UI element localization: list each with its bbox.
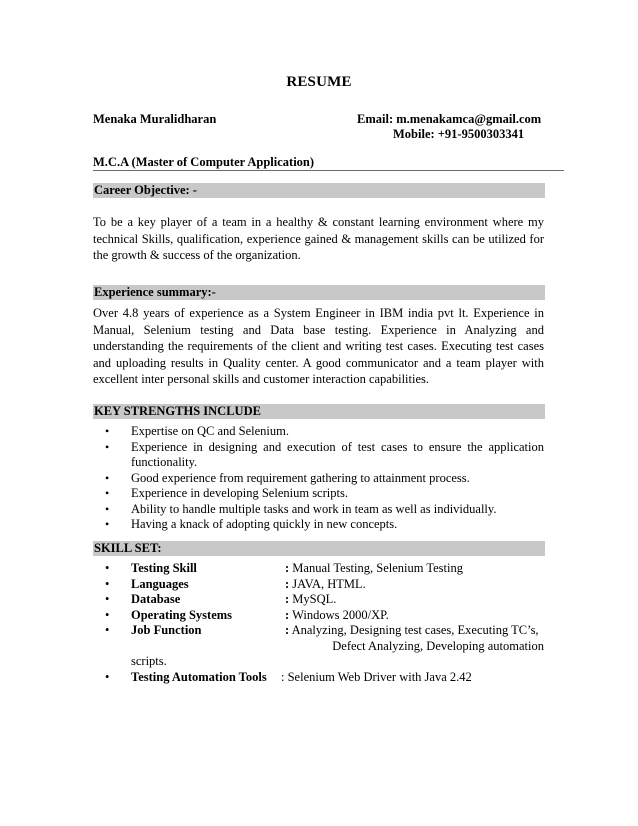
header-divider (93, 170, 564, 171)
skill-value (285, 577, 544, 593)
skill-colon: : (285, 576, 290, 591)
skill-value-text: MySQL. (292, 592, 337, 606)
skill-value (285, 623, 544, 639)
skill-value (281, 670, 540, 686)
bullet-icon: • (105, 669, 110, 684)
bullet-icon: • (105, 470, 110, 485)
list-item-text: Ability to handle multiple tasks and work in team as well as individually. (131, 501, 497, 516)
skill-value-text: Manual Testing, Selenium Testing (292, 561, 463, 575)
bullet-icon: • (105, 424, 110, 438)
skill-label: Operating Systems (131, 607, 233, 622)
skill-value-text: Windows 2000/XP. (292, 607, 389, 622)
skill-colon: : (281, 669, 285, 684)
list-item-text: Expertise on QC and Selenium. (131, 424, 289, 438)
job-function-cont-line: Defect Analyzing, Developing automation (332, 638, 544, 653)
career-objective-text: To be a key player of a team in a healthy & constant learning environment where my technical Skills, qualification, experience gained & management skills can be utilized for the growth & success of the organization. (93, 215, 544, 262)
skill-colon: : (285, 607, 290, 622)
job-function-continuation (93, 639, 544, 670)
list-item (93, 424, 544, 440)
key-strengths-list (93, 424, 544, 533)
skill-value (285, 592, 544, 608)
skill-label: Testing Skill (131, 561, 197, 575)
skill-colon: : (285, 592, 290, 606)
candidate-name: Menaka Muralidharan (93, 112, 217, 126)
job-function-cont-line: scripts. (131, 654, 167, 668)
bullet-icon: • (105, 517, 110, 531)
list-item (93, 517, 544, 533)
skill-label: Languages (131, 576, 189, 591)
list-item (93, 440, 544, 471)
bullet-icon: • (105, 576, 110, 591)
skill-value (285, 561, 544, 577)
skill-row (93, 623, 544, 639)
bullet-icon: • (105, 501, 110, 516)
key-strengths-heading: KEY STRENGTHS INCLUDE (93, 404, 545, 419)
experience-summary-heading: Experience summary:- (93, 285, 545, 300)
skill-colon: : (285, 623, 290, 637)
skill-row (93, 670, 544, 686)
bullet-icon: • (105, 623, 110, 637)
bullet-icon: • (105, 592, 110, 606)
list-item (93, 486, 544, 502)
list-item-text: Having a knack of adopting quickly in new concepts. (131, 517, 398, 531)
bullet-icon: • (105, 607, 110, 622)
skill-value (285, 608, 544, 624)
experience-summary-text: Over 4.8 years of experience as a System Engineer in IBM india pvt lt. Experience in Manual, Selenium testing and Data base testing. Experience in Analyzing and understanding the requirements of the client and writing test cases. Executing test cases and uploading results in Quality center. A good communicator and a team player with excellent inter personal skills and customer interaction capabilities. (93, 306, 544, 386)
list-item-text: Experience in developing Selenium scripts. (131, 486, 348, 500)
bullet-icon: • (105, 439, 110, 454)
skill-label: Job Function (131, 623, 202, 637)
skill-label: Database (131, 592, 181, 606)
list-item-text: Good experience from requirement gathering to attainment process. (131, 470, 470, 485)
skill-label: Testing Automation Tools (131, 669, 267, 684)
bullet-icon: • (105, 486, 110, 500)
skill-set-list (93, 561, 544, 685)
skill-value-text: JAVA, HTML. (292, 576, 366, 591)
skill-colon: : (285, 561, 290, 575)
skill-set-heading: SKILL SET: (93, 541, 545, 556)
page-title: RESUME (286, 74, 352, 90)
degree-line: M.C.A (Master of Computer Application) (93, 155, 315, 169)
list-item (93, 502, 544, 518)
mobile-line: Mobile: +91-9500303341 (393, 127, 525, 141)
skill-row (93, 561, 544, 577)
list-item-text: Experience in designing and execution of test cases to ensure the application functionality. (131, 439, 544, 469)
email-line: Email: m.menakamca@gmail.com (357, 112, 542, 126)
skill-row (93, 608, 544, 624)
skill-row (93, 577, 544, 593)
skill-value-text: Analyzing, Designing test cases, Executing TC’s, (291, 623, 539, 637)
skill-row (93, 592, 544, 608)
list-item (93, 471, 544, 487)
career-objective-heading: Career Objective: - (93, 183, 545, 198)
skill-value-text: Selenium Web Driver with Java 2.42 (287, 669, 472, 684)
bullet-icon: • (105, 561, 110, 575)
